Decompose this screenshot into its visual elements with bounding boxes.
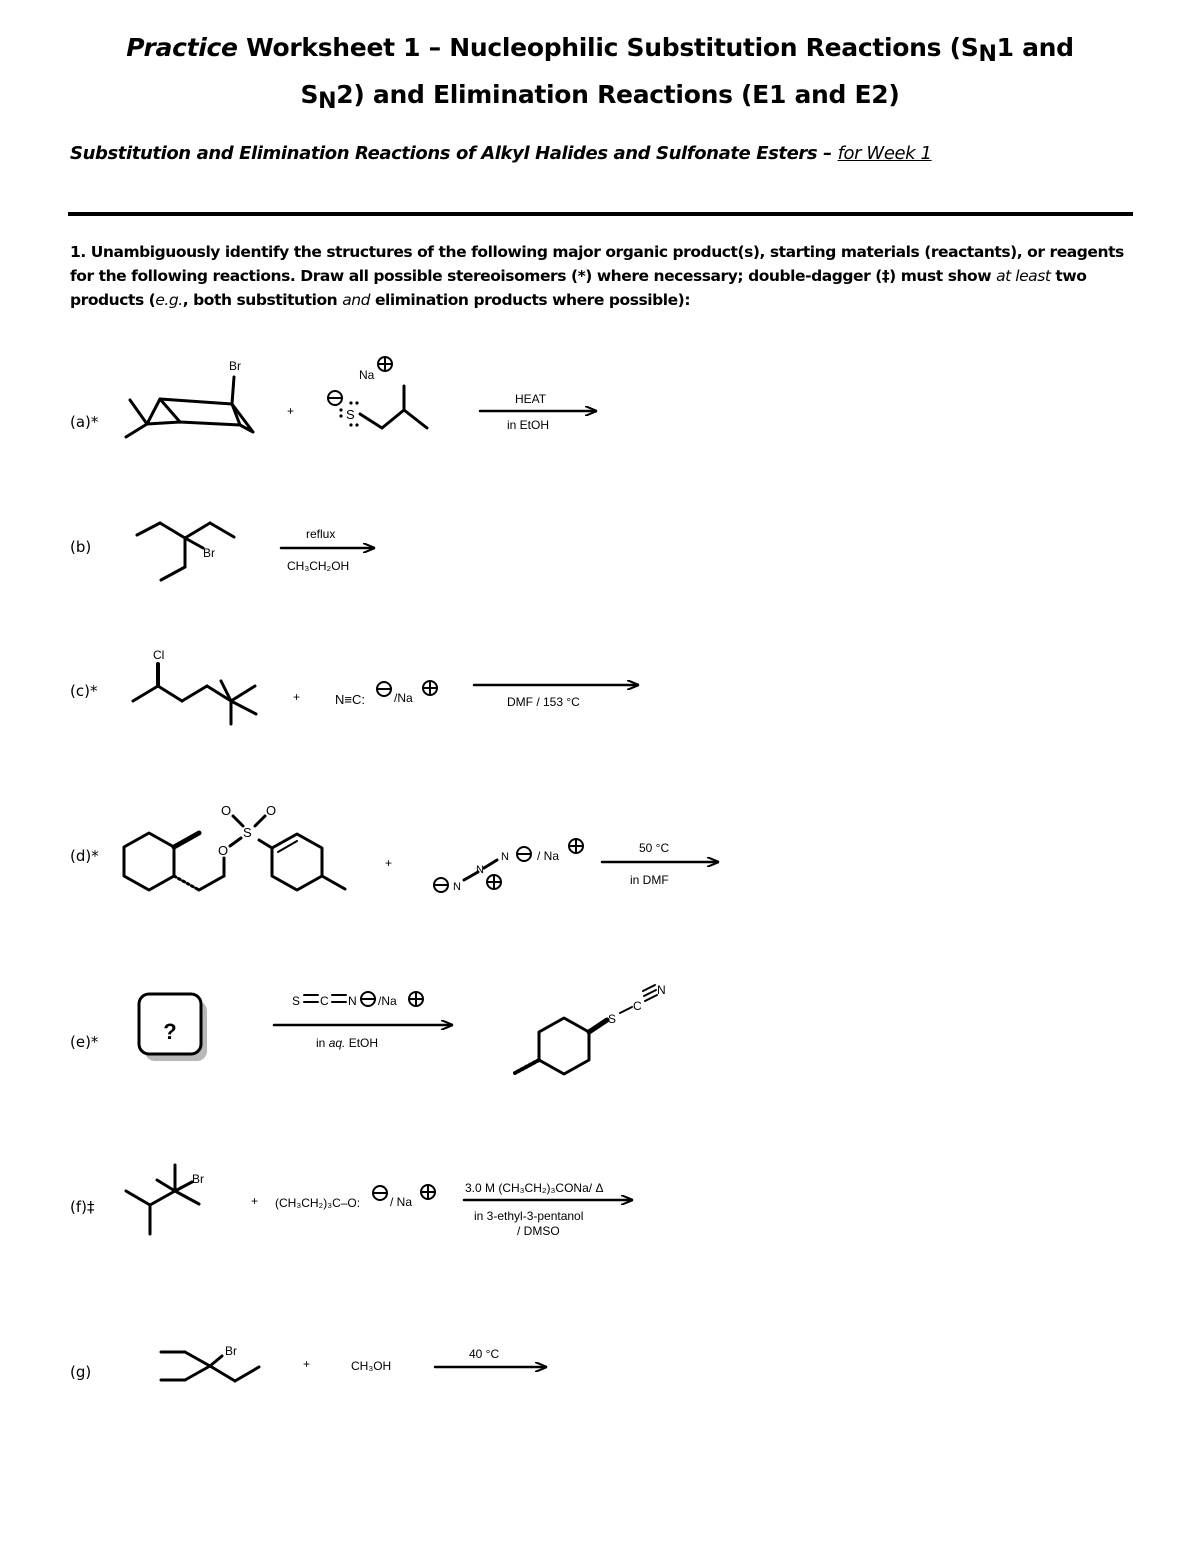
reagent-below: in aq. EtOH [316,1036,379,1050]
reaction-c [133,664,638,724]
plus-sign: + [385,856,393,870]
alkyl-chloride-c [133,664,256,724]
cation-charge-icon [487,839,583,889]
atom-n: N [476,864,484,876]
reagent-below: CH₃CH₂OH [287,559,350,573]
atom-s: S [292,994,301,1008]
cyanide-reagent: N≡C: [335,692,365,707]
atom-br: Br [225,1344,237,1358]
plus-sign: + [303,1357,311,1371]
atom-s: S [243,825,252,840]
cyclohexane-chair-bromide [126,377,253,437]
tertiary-bromide-b [137,523,234,580]
atom-s: S [608,1012,617,1026]
atom-cl: Cl [153,648,165,662]
reaction-label-f: (f)‡ [70,1198,95,1216]
atom-n: N [657,983,666,997]
reagent-below-1: in 3-ethyl-3-pentanol [474,1209,584,1223]
anion-charge-icon [361,992,375,1006]
plus-sign: + [251,1194,259,1208]
question-instructions: 1. Unambiguously identify the structures of the following major organic product(s), starting materials (reactants), or reagents for the following reactions. Draw all possible stereoisomers (*) where necessary; double-dagger (‡) must show at least two products (e.g., both substitution and elimination products where possible): [70,243,1124,309]
reagent-above: reflux [306,527,336,541]
atom-o: O [266,803,277,818]
reaction-e [274,985,657,1074]
reagent-above: 40 °C [469,1347,500,1361]
plus-sign: + [293,690,301,704]
atom-c: C [320,994,329,1008]
atom-na: / Na [390,1195,413,1209]
sodium-cation-icon [378,357,392,371]
atom-n: N [453,881,461,893]
reaction-label-e: (e)* [70,1033,99,1051]
reaction-d [124,816,718,890]
atom-br: Br [203,546,215,560]
reagent-below: in DMF [630,873,669,887]
atom-c: C [633,999,642,1013]
reaction-label-g: (g) [70,1363,92,1381]
cyclohexyl-tosylate [124,816,345,890]
reaction-label-a: (a)* [70,413,99,431]
atom-n: N [501,851,509,863]
atom-na: /Na [378,994,397,1008]
reagent-above: HEAT [515,392,547,406]
atom-br: Br [229,359,241,373]
tertiary-bromide-g [161,1352,259,1381]
methanol-reagent: CH₃OH [351,1359,392,1373]
atom-o: O [218,843,229,858]
atom-br: Br [192,1172,204,1186]
reaction-label-b: (b) [70,538,92,556]
reagent-above: 50 °C [639,841,670,855]
reagent-below-2: / DMSO [517,1224,560,1238]
sodium-cation-icon [409,992,423,1006]
reaction-label-c: (c)* [70,682,98,700]
atom-s: S [346,407,355,422]
reaction-label-d: (d)* [70,847,99,865]
atom-na: /Na [394,691,413,705]
page-title-line-1: Practice Worksheet 1 – Nucleophilic Substitution Reactions ($S_N1$ and [126,33,1074,67]
subtitle: Substitution and Elimination Reactions of Alkyl Halides and Sulfonate Esters – for Week 1 [70,143,932,164]
page-title-line-2: $S_N2$) and Elimination Reactions (E1 and E2) [300,80,900,114]
anion-charge-icon [373,1186,387,1200]
anion-charge-icon [328,391,342,405]
atom-o: O [221,803,232,818]
thiolate-isobutyl [360,386,427,428]
reagent-below: DMF / 153 °C [507,695,580,709]
atom-na: Na [359,368,375,382]
plus-sign: + [287,404,295,418]
sodium-cation-icon [423,681,437,695]
anion-charge-icon [377,682,391,696]
reagent-above: 3.0 M (CH₃CH₂)₃CONa/ Δ [465,1181,604,1195]
reagent-below: in EtOH [507,418,550,432]
atom-na: / Na [537,849,560,863]
sodium-cation-icon [421,1185,435,1199]
question-mark: ? [163,1018,177,1044]
atom-n: N [348,994,357,1008]
alkoxide-reagent: (CH₃CH₂)₃C–O: [275,1196,361,1210]
tertiary-bromide-f [126,1165,199,1234]
